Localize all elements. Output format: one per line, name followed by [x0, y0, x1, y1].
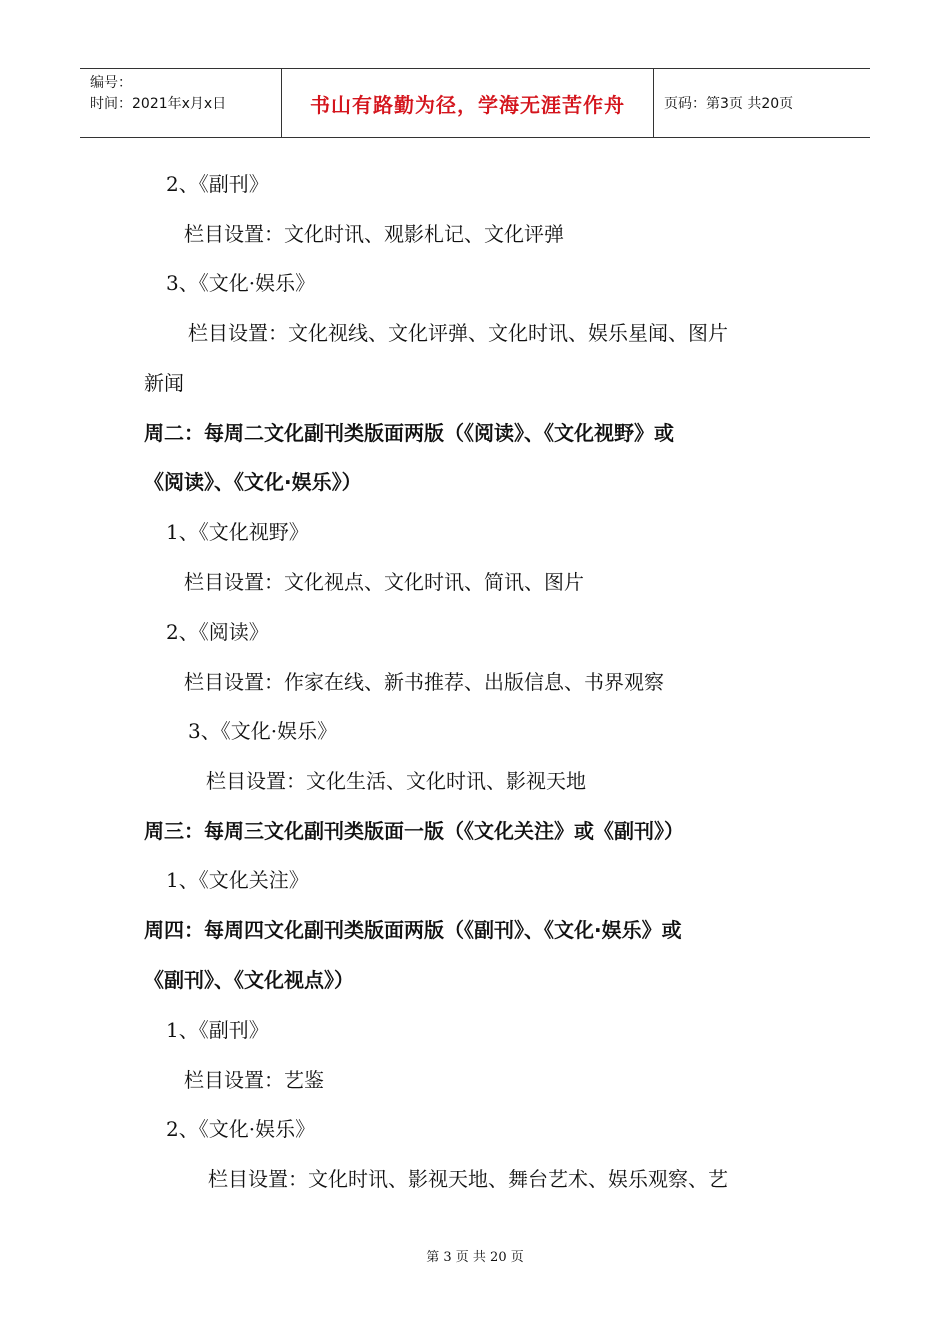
list-item: 3、《文化·娱乐》 [188, 719, 338, 743]
list-item: 2、《阅读》 [166, 620, 269, 644]
page-header [80, 68, 870, 138]
header-meta-cell [80, 69, 282, 137]
header-page-info: 页码：第3页 共20页 [664, 96, 794, 112]
column-settings: 栏目设置：作家在线、新书推荐、出版信息、书界观察 [184, 670, 664, 694]
list-item: 1、《副刊》 [166, 1018, 269, 1042]
column-settings: 栏目设置：文化生活、文化时讯、影视天地 [206, 769, 586, 793]
time-label: 时间：2021年x月x日 [90, 96, 227, 112]
column-settings-continued: 新闻 [144, 371, 184, 395]
column-settings: 栏目设置：文化视线、文化评弹、文化时讯、娱乐星闻、图片 [188, 321, 728, 345]
header-motto: 书山有路勤为径，学海无涯苦作舟 [282, 69, 654, 137]
section-heading-tuesday-continued: 《阅读》、《文化·娱乐》） [144, 470, 362, 494]
column-settings: 栏目设置：文化视点、文化时讯、简讯、图片 [184, 570, 584, 594]
list-item: 1、《文化视野》 [166, 520, 309, 544]
section-heading-thursday-continued: 《副刊》、《文化视点》） [144, 968, 354, 992]
section-heading-thursday: 周四：每周四文化副刊类版面两版（《副刊》、《文化·娱乐》或 [144, 918, 682, 942]
section-heading-wednesday: 周三：每周三文化副刊类版面一版（《文化关注》或《副刊》） [144, 819, 684, 843]
section-heading-tuesday: 周二：每周二文化副刊类版面两版（《阅读》、《文化视野》或 [144, 421, 674, 445]
list-item: 2、《副刊》 [166, 172, 269, 196]
serial-label: 编号： [90, 75, 132, 91]
column-settings: 栏目设置：文化时讯、影视天地、舞台艺术、娱乐观察、艺 [208, 1167, 728, 1191]
page-footer: 第 3 页 共 20 页 [426, 1250, 524, 1265]
column-settings: 栏目设置：艺鉴 [184, 1068, 324, 1092]
list-item: 1、《文化关注》 [166, 868, 309, 892]
list-item: 2、《文化·娱乐》 [166, 1117, 316, 1141]
column-settings: 栏目设置：文化时讯、观影札记、文化评弹 [184, 222, 564, 246]
list-item: 3、《文化·娱乐》 [166, 271, 316, 295]
